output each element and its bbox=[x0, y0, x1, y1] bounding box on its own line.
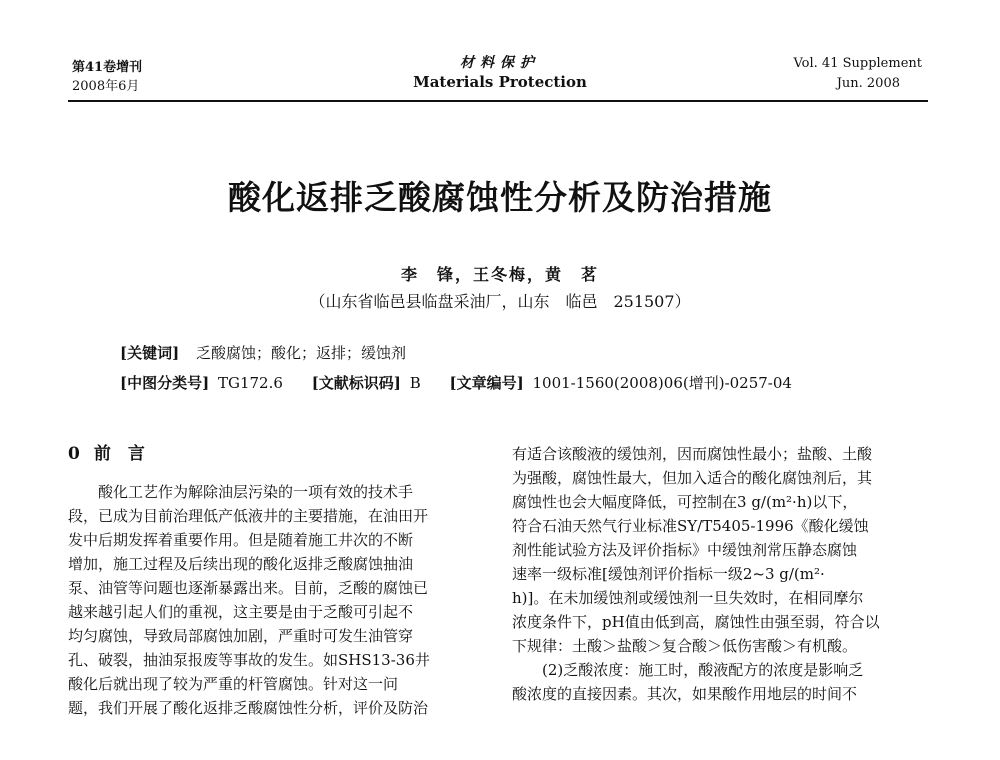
clc-value: TG172.6 bbox=[217, 374, 283, 392]
paper-authors: 李 锋，王冬梅，黄 茗 bbox=[400, 265, 599, 284]
body-line: 段，已成为目前治理低产低液井的主要措施，在油田开 bbox=[68, 507, 429, 525]
body-line: 速率一级标准[缓蚀剂评价指标一级2~3 g/(m²· bbox=[512, 565, 825, 583]
body-line: 酸浓度的直接因素。其次，如果酸作用地层的时间不 bbox=[512, 685, 858, 703]
body-line: 均匀腐蚀，导致局部腐蚀加剧，严重时可发生油管穿 bbox=[68, 627, 414, 645]
body-line: 下规律：土酸＞盐酸＞复合酸＞低伤害酸＞有机酸。 bbox=[512, 637, 858, 655]
body-line: 腐蚀性也会大幅度降低，可控制在3 g/(m²·h)以下， bbox=[512, 493, 858, 511]
body-line: 酸化后就出现了较为严重的杆管腐蚀。针对这一问 bbox=[68, 675, 399, 693]
article-number-value: 1001-1560(2008)06(增刊)-0257-04 bbox=[532, 374, 792, 392]
section-number: 0 bbox=[68, 444, 80, 464]
paper-title: 酸化返排乏酸腐蚀性分析及防治措施 bbox=[228, 178, 772, 217]
body-line: h)]。在未加缓蚀剂或缓蚀剂一旦失效时，在相同摩尔 bbox=[512, 589, 864, 607]
keywords-value: 乏酸腐蚀；酸化；返排；缓蚀剂 bbox=[195, 344, 406, 362]
body-line: 浓度条件下，pH值由低到高，腐蚀性由强至弱，符合以 bbox=[512, 613, 880, 631]
section-title: 前 言 bbox=[93, 444, 145, 464]
body-line: 孔、破裂，抽油泵报废等事故的发生。如SHS13-36井 bbox=[68, 651, 430, 669]
body-line: 酸化工艺作为解除油层污染的一项有效的技术手 bbox=[68, 483, 414, 501]
paper-affiliation: （山东省临邑县临盘采油厂，山东 临邑 251507） bbox=[309, 292, 691, 311]
body-line: (2)乏酸浓度：施工时，酸液配方的浓度是影响乏 bbox=[512, 661, 864, 679]
right-column bbox=[512, 442, 930, 706]
keywords-line bbox=[120, 342, 406, 363]
body-line: 为强酸，腐蚀性最大，但加入适合的酸化腐蚀剂后，其 bbox=[512, 469, 873, 487]
journal-name-cn: 材料保护 bbox=[460, 55, 540, 71]
journal-date: 2008年6月 bbox=[72, 79, 140, 94]
doc-code-label: [文献标识码] bbox=[311, 374, 401, 392]
doc-code-value: B bbox=[409, 374, 421, 392]
body-line: 越来越引起人们的重视，这主要是由于乏酸可引起不 bbox=[68, 603, 414, 621]
body-line: 增加，施工过程及后续出现的酸化返排乏酸腐蚀抽油 bbox=[68, 555, 414, 573]
classification-line bbox=[120, 372, 792, 393]
journal-volume: 第41卷增刊 bbox=[72, 60, 143, 75]
clc-label: [中图分类号] bbox=[120, 374, 210, 392]
journal-date-en: Jun. 2008 bbox=[836, 76, 900, 91]
journal-volume-en: Vol. 41 Supplement bbox=[793, 56, 922, 71]
left-column bbox=[68, 442, 478, 720]
article-number-label: [文章编号] bbox=[449, 374, 524, 392]
header-rule bbox=[68, 100, 928, 102]
body-line: 剂性能试验方法及评价指标》中缓蚀剂常压静态腐蚀 bbox=[512, 541, 858, 559]
section-heading bbox=[68, 442, 478, 466]
body-line: 有适合该酸液的缓蚀剂，因而腐蚀性最小；盐酸、土酸 bbox=[512, 445, 873, 463]
journal-name-en: Materials Protection bbox=[413, 73, 587, 91]
body-line: 符合石油天然气行业标准SY/T5405-1996《酸化缓蚀 bbox=[512, 517, 869, 535]
body-line: 题，我们开展了酸化返排乏酸腐蚀性分析，评价及防治 bbox=[68, 699, 429, 717]
body-line: 发中后期发挥着重要作用。但是随着施工井次的不断 bbox=[68, 531, 414, 549]
keywords-label: [关键词] bbox=[120, 344, 180, 362]
body-line: 泵、油管等问题也逐渐暴露出来。目前，乏酸的腐蚀已 bbox=[68, 579, 429, 597]
